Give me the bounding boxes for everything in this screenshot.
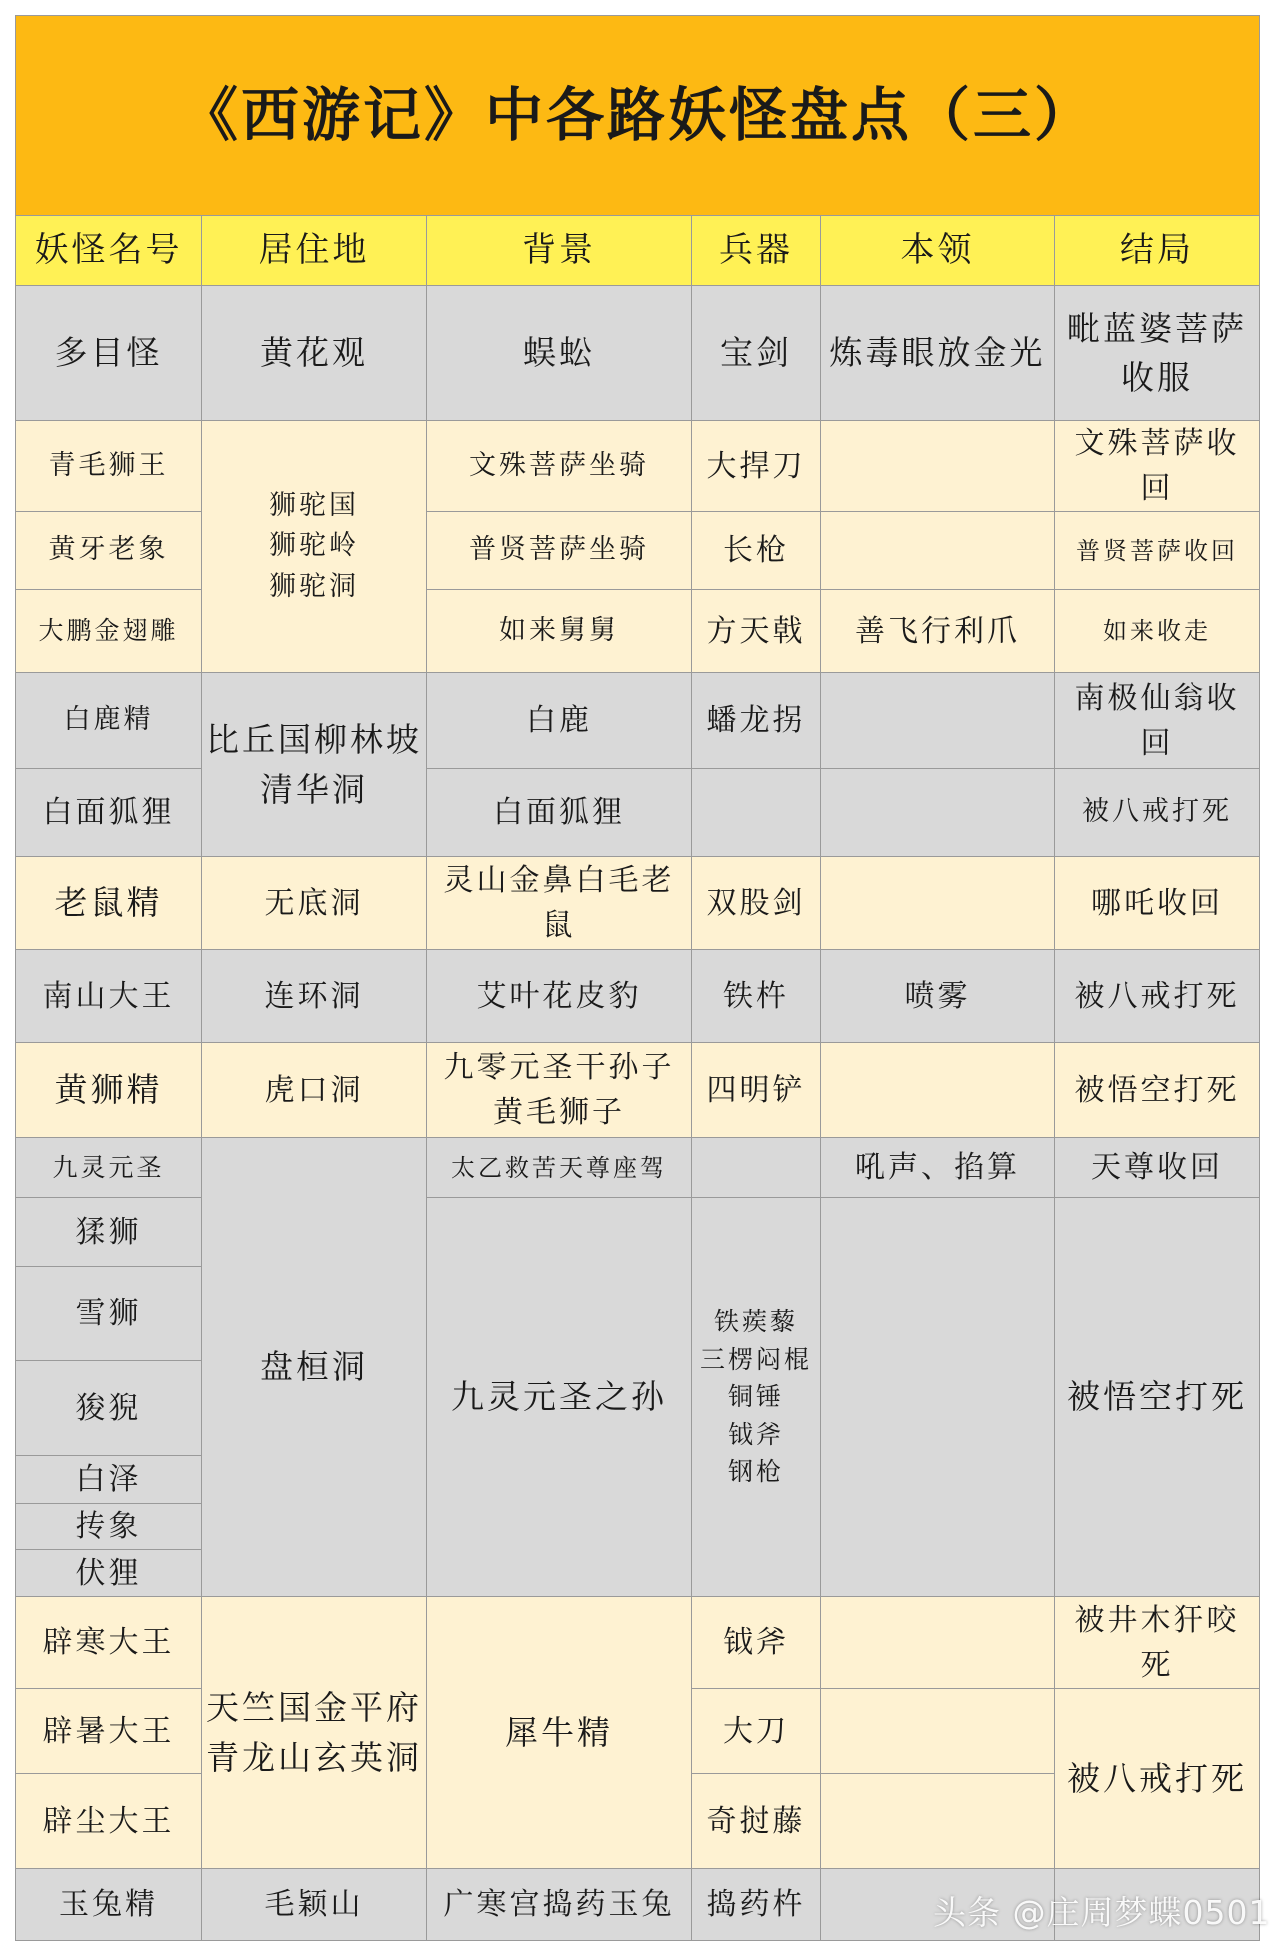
home-line: 狮驼洞 [269, 570, 359, 602]
monster-name: 黄牙老象 [16, 512, 202, 590]
header-weapon: 兵器 [692, 216, 821, 286]
monster-skill: 善飞行利爪 [821, 590, 1055, 673]
monster-skill [821, 512, 1055, 590]
monster-name: 猱狮 [16, 1198, 202, 1267]
monster-background: 九零元圣干孙子黄毛狮子 [427, 1043, 692, 1138]
monster-skill [821, 1198, 1055, 1597]
monster-name: 雪狮 [16, 1267, 202, 1361]
header-name: 妖怪名号 [16, 216, 202, 286]
monster-ending: 南极仙翁收回 [1055, 673, 1260, 769]
table-row [16, 857, 1260, 950]
monster-name: 青毛狮王 [16, 421, 202, 512]
monster-skill: 喷雾 [821, 950, 1055, 1043]
monster-home: 毛颖山 [202, 1869, 427, 1941]
monster-background: 太乙救苦天尊座驾 [427, 1138, 692, 1198]
table-row [16, 950, 1260, 1043]
monster-skill [821, 769, 1055, 857]
monster-background: 犀牛精 [427, 1597, 692, 1869]
monster-name: 辟尘大王 [16, 1774, 202, 1869]
monster-weapon: 方天戟 [692, 590, 821, 673]
monster-name: 白泽 [16, 1456, 202, 1504]
monster-skill: 炼毒眼放金光 [821, 286, 1055, 421]
monster-weapon: 铁杵 [692, 950, 821, 1043]
monster-weapon: 捣药杵 [692, 1869, 821, 1941]
monster-background: 九灵元圣之孙 [427, 1198, 692, 1597]
header-home: 居住地 [202, 216, 427, 286]
monster-name: 辟寒大王 [16, 1597, 202, 1689]
monster-ending: 天尊收回 [1055, 1138, 1260, 1198]
weapon-item: 钺斧 [727, 1419, 784, 1449]
weapon-item: 铜锤 [727, 1382, 784, 1412]
monster-skill [821, 421, 1055, 512]
monster-ending: 被悟空打死 [1055, 1198, 1260, 1597]
monster-background: 艾叶花皮豹 [427, 950, 692, 1043]
monster-background: 如来舅舅 [427, 590, 692, 673]
home-line: 狮驼国 [269, 489, 359, 521]
monster-weapon [692, 769, 821, 857]
monster-weapon: 奇挝藤 [692, 1774, 821, 1869]
monster-skill [821, 857, 1055, 950]
monster-table [15, 15, 1260, 1941]
table-row [16, 1138, 1260, 1198]
monster-weapon: 蟠龙拐 [692, 673, 821, 769]
monster-weapon: 四明铲 [692, 1043, 821, 1138]
weapon-item: 钢枪 [727, 1457, 784, 1487]
monster-ending: 被八戒打死 [1055, 769, 1260, 857]
monster-weapon-list [692, 1198, 821, 1597]
header-ending: 结局 [1055, 216, 1260, 286]
monster-skill [821, 1043, 1055, 1138]
weapon-item: 铁蒺藜 [713, 1307, 798, 1337]
table-row [16, 421, 1260, 512]
monster-skill: 吼声、掐算 [821, 1138, 1055, 1198]
monster-weapon: 长枪 [692, 512, 821, 590]
monster-ending: 文殊菩萨收回 [1055, 421, 1260, 512]
monster-home: 黄花观 [202, 286, 427, 421]
monster-weapon: 双股剑 [692, 857, 821, 950]
monster-ending: 被井木犴咬死 [1055, 1597, 1260, 1689]
monster-skill [821, 1774, 1055, 1869]
monster-home: 虎口洞 [202, 1043, 427, 1138]
monster-ending: 被八戒打死 [1055, 1689, 1260, 1869]
monster-home: 天竺国金平府青龙山玄英洞 [202, 1597, 427, 1869]
monster-name: 南山大王 [16, 950, 202, 1043]
monster-name: 大鹏金翅雕 [16, 590, 202, 673]
header-skill: 本领 [821, 216, 1055, 286]
weapon-item: 三楞闷棍 [699, 1344, 812, 1374]
monster-background: 普贤菩萨坐骑 [427, 512, 692, 590]
monster-name: 抟象 [16, 1504, 202, 1550]
page-title: 《西游记》中各路妖怪盘点（三） [16, 16, 1260, 216]
monster-home-lion-camel [202, 421, 427, 673]
watermark: 头条 @庄周梦蝶0501 [933, 1893, 1271, 1932]
monster-name: 老鼠精 [16, 857, 202, 950]
monster-skill [821, 1689, 1055, 1774]
monster-ending: 普贤菩萨收回 [1055, 512, 1260, 590]
monster-home: 盘桓洞 [202, 1138, 427, 1597]
monster-ending: 毗蓝婆菩萨收服 [1055, 286, 1260, 421]
monster-ending: 被八戒打死 [1055, 950, 1260, 1043]
monster-ending: 哪吒收回 [1055, 857, 1260, 950]
monster-name: 辟暑大王 [16, 1689, 202, 1774]
monster-name: 伏狸 [16, 1550, 202, 1597]
monster-name: 玉兔精 [16, 1869, 202, 1941]
monster-skill [821, 673, 1055, 769]
monster-ending: 被悟空打死 [1055, 1043, 1260, 1138]
monster-skill [821, 1597, 1055, 1689]
monster-home: 无底洞 [202, 857, 427, 950]
table-row [16, 286, 1260, 421]
monster-background: 文殊菩萨坐骑 [427, 421, 692, 512]
monster-background: 蜈蚣 [427, 286, 692, 421]
monster-weapon: 大捍刀 [692, 421, 821, 512]
monster-name: 白鹿精 [16, 673, 202, 769]
header-row [16, 216, 1260, 286]
monster-background: 白面狐狸 [427, 769, 692, 857]
monster-name: 多目怪 [16, 286, 202, 421]
monster-name: 黄狮精 [16, 1043, 202, 1138]
home-line: 狮驼岭 [269, 530, 359, 562]
monster-home: 比丘国柳林坡清华洞 [202, 673, 427, 857]
table-row [16, 1043, 1260, 1138]
table-row [16, 1597, 1260, 1689]
monster-name: 九灵元圣 [16, 1138, 202, 1198]
monster-weapon: 大刀 [692, 1689, 821, 1774]
table-row [16, 673, 1260, 769]
header-background: 背景 [427, 216, 692, 286]
monster-name: 狻猊 [16, 1361, 202, 1456]
monster-background: 白鹿 [427, 673, 692, 769]
monster-ending: 如来收走 [1055, 590, 1260, 673]
monster-background: 灵山金鼻白毛老鼠 [427, 857, 692, 950]
monster-home: 连环洞 [202, 950, 427, 1043]
monster-background: 广寒宫捣药玉兔 [427, 1869, 692, 1941]
monster-weapon: 宝剑 [692, 286, 821, 421]
monster-weapon [692, 1138, 821, 1198]
monster-weapon: 钺斧 [692, 1597, 821, 1689]
monster-name: 白面狐狸 [16, 769, 202, 857]
